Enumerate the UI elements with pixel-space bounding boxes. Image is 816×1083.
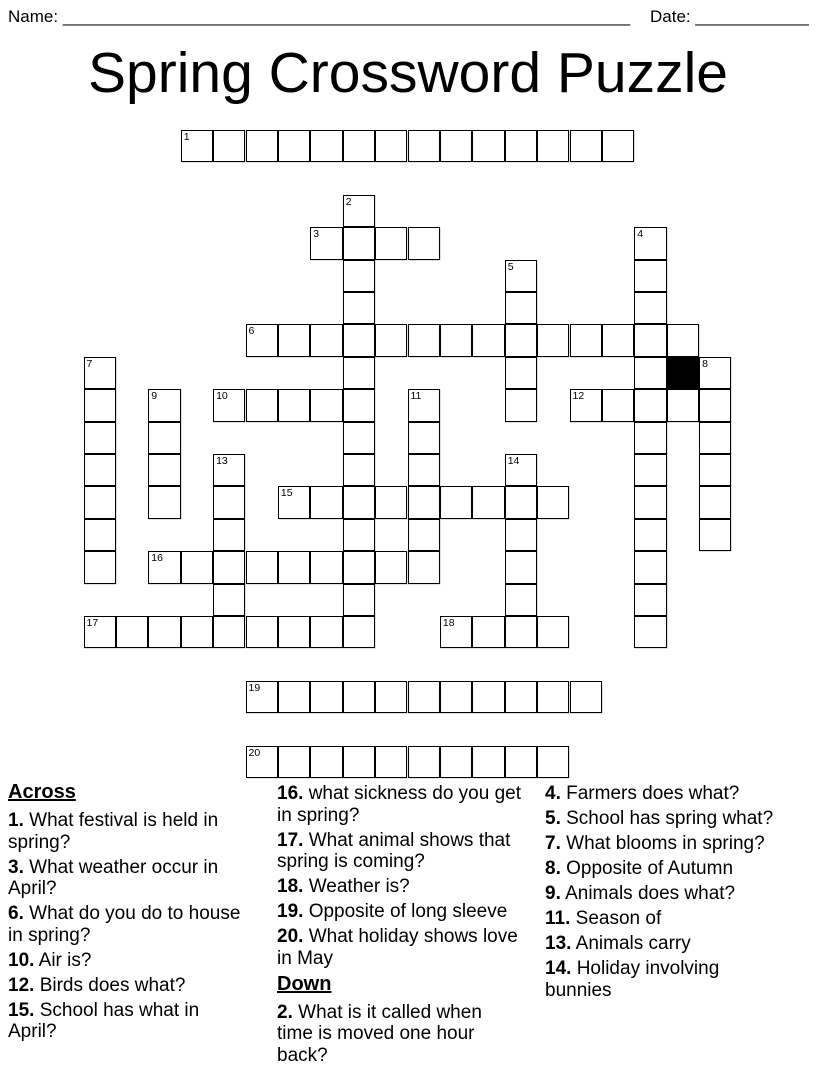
grid-cell[interactable]	[278, 746, 310, 778]
grid-cell[interactable]	[634, 422, 666, 454]
cell-number: 11	[410, 390, 422, 403]
grid-cell[interactable]	[84, 389, 116, 421]
clue-number: 2.	[277, 1001, 293, 1023]
grid-cell[interactable]	[343, 422, 375, 454]
clue-number: 16.	[277, 783, 304, 804]
grid-cell[interactable]	[699, 454, 731, 486]
grid-cell[interactable]	[408, 746, 440, 778]
cell-number: 18	[442, 617, 455, 629]
grid-cell[interactable]	[505, 324, 537, 356]
grid-cell[interactable]	[213, 389, 245, 421]
grid-cell[interactable]	[408, 551, 440, 583]
grid-cell[interactable]	[343, 292, 375, 324]
grid-cell[interactable]	[375, 746, 407, 778]
grid-cell[interactable]	[537, 324, 569, 356]
name-field	[8, 7, 630, 27]
clue-number: 13.	[545, 933, 572, 954]
clue-number: 5.	[545, 808, 561, 829]
grid-cell[interactable]	[699, 389, 731, 421]
clue: 4. Farmers does what?	[545, 783, 740, 804]
grid-cell[interactable]	[440, 324, 472, 356]
grid-cell[interactable]	[343, 519, 375, 551]
grid-cell[interactable]	[440, 681, 472, 713]
grid-cell[interactable]	[246, 324, 278, 356]
grid-cell[interactable]	[343, 195, 375, 227]
cell-number: 10	[216, 390, 228, 403]
grid-cell[interactable]	[634, 292, 666, 324]
date-field	[650, 7, 809, 27]
clue-number: 3.	[8, 856, 24, 878]
grid-cell[interactable]	[408, 681, 440, 713]
grid-cell[interactable]	[667, 389, 699, 421]
cell-number: 19	[248, 681, 261, 694]
grid-cell[interactable]	[278, 681, 310, 713]
grid-cell[interactable]	[84, 616, 116, 648]
cell-number: 20	[248, 746, 261, 759]
grid-cell[interactable]	[278, 551, 310, 583]
grid-cell[interactable]	[213, 486, 245, 518]
clue-number: 8.	[545, 858, 561, 879]
cell-number: 14	[507, 455, 520, 467]
clue: 10. Air is?	[8, 949, 92, 971]
grid-cell[interactable]	[213, 454, 245, 486]
grid-cell[interactable]	[310, 389, 342, 421]
grid-cell[interactable]	[472, 616, 504, 648]
grid-cell[interactable]	[408, 130, 440, 162]
grid-cell[interactable]	[343, 454, 375, 486]
grid-cell[interactable]	[505, 357, 537, 389]
grid-cell[interactable]	[408, 227, 440, 259]
cell-number: 12	[572, 390, 585, 403]
grid-cell[interactable]	[699, 422, 731, 454]
clue-number: 1.	[8, 810, 24, 831]
grid-cell[interactable]	[375, 551, 407, 583]
grid-cell[interactable]	[440, 746, 472, 778]
grid-cell[interactable]	[310, 746, 342, 778]
clue-number: 18.	[277, 876, 304, 897]
grid-cell[interactable]	[278, 130, 310, 162]
grid-cell[interactable]	[84, 519, 116, 551]
grid-cell[interactable]	[375, 227, 407, 259]
grid-cell[interactable]	[505, 292, 537, 324]
grid-cell[interactable]	[84, 486, 116, 518]
grid-cell[interactable]	[278, 486, 310, 518]
grid-cell[interactable]	[213, 519, 245, 551]
grid-cell[interactable]	[116, 616, 148, 648]
clue-column-2	[277, 783, 523, 1070]
clue-number: 6.	[8, 903, 24, 924]
clue-number: 7.	[545, 833, 561, 854]
grid-cell[interactable]	[537, 681, 569, 713]
clue: 2. What is it called when time is moved one hour back?	[277, 1001, 482, 1066]
grid-cell[interactable]	[570, 389, 602, 421]
grid-cell[interactable]	[408, 486, 440, 518]
grid-cell[interactable]	[505, 260, 537, 292]
grid-cell[interactable]	[602, 130, 634, 162]
grid-cell[interactable]	[505, 551, 537, 583]
grid-cell[interactable]	[84, 551, 116, 583]
grid-cell[interactable]	[505, 746, 537, 778]
grid-cell[interactable]	[213, 616, 245, 648]
clue-list-heading: Down	[277, 972, 332, 995]
clue: 14. Holiday involving bunnies	[545, 958, 720, 1001]
grid-cell[interactable]	[148, 454, 180, 486]
cell-number: 2	[345, 195, 352, 208]
clue: 8. Opposite of Autumn	[545, 858, 734, 879]
clue: 7. What blooms in spring?	[545, 833, 765, 854]
grid-cell[interactable]	[343, 681, 375, 713]
black-cell	[667, 357, 699, 389]
grid-cell[interactable]	[440, 486, 472, 518]
clue: 5. School has spring what?	[545, 808, 774, 829]
grid-cell[interactable]	[310, 486, 342, 518]
clue: 6. What do you do to house in spring?	[8, 903, 241, 946]
cell-number: 15	[280, 487, 293, 500]
crossword-grid	[84, 130, 732, 778]
grid-cell[interactable]	[440, 130, 472, 162]
grid-cell[interactable]	[505, 389, 537, 421]
grid-cell[interactable]	[472, 681, 504, 713]
grid-cell[interactable]	[440, 616, 472, 648]
clue: 18. Weather is?	[277, 876, 410, 897]
grid-cell[interactable]	[375, 324, 407, 356]
grid-cell[interactable]	[602, 389, 634, 421]
grid-cell[interactable]	[537, 616, 569, 648]
grid-cell[interactable]	[570, 324, 602, 356]
grid-cell[interactable]	[310, 227, 342, 259]
grid-cell[interactable]	[375, 486, 407, 518]
grid-cell[interactable]	[570, 130, 602, 162]
grid-cell[interactable]	[84, 454, 116, 486]
grid-cell[interactable]	[148, 551, 180, 583]
grid-cell[interactable]	[310, 551, 342, 583]
grid-cell[interactable]	[213, 551, 245, 583]
grid-cell[interactable]	[472, 324, 504, 356]
clue: 1. What festival is held in spring?	[8, 810, 219, 853]
cell-number: 4	[637, 228, 644, 241]
page-title: Spring Crossword Puzzle	[88, 41, 728, 105]
grid-cell[interactable]	[570, 681, 602, 713]
grid-cell[interactable]	[408, 324, 440, 356]
grid-cell[interactable]	[181, 616, 213, 648]
grid-cell[interactable]	[408, 519, 440, 551]
grid-cell[interactable]	[343, 324, 375, 356]
grid-cell[interactable]	[634, 519, 666, 551]
grid-cell[interactable]	[213, 584, 245, 616]
clue-number: 20.	[277, 926, 304, 947]
grid-cell[interactable]	[634, 486, 666, 518]
clue-column-3	[545, 783, 778, 1005]
grid-cell[interactable]	[343, 746, 375, 778]
grid-cell[interactable]	[343, 551, 375, 583]
grid-cell[interactable]	[246, 551, 278, 583]
grid-cell[interactable]	[634, 616, 666, 648]
grid-cell[interactable]	[246, 746, 278, 778]
grid-cell[interactable]	[375, 130, 407, 162]
clue-list-heading: Across	[8, 781, 76, 803]
grid-cell[interactable]	[343, 584, 375, 616]
grid-cell[interactable]	[181, 551, 213, 583]
grid-cell[interactable]	[375, 681, 407, 713]
grid-cell[interactable]	[634, 324, 666, 356]
grid-cell[interactable]	[213, 130, 245, 162]
name-label: Name:	[8, 7, 59, 26]
grid-cell[interactable]	[343, 130, 375, 162]
grid-cell[interactable]	[343, 260, 375, 292]
grid-cell[interactable]	[84, 422, 116, 454]
clue: 16. what sickness do you get in spring?	[277, 783, 521, 826]
grid-cell[interactable]	[148, 486, 180, 518]
grid-cell[interactable]	[505, 486, 537, 518]
grid-cell[interactable]	[310, 130, 342, 162]
grid-cell[interactable]	[699, 519, 731, 551]
cell-number: 3	[313, 228, 320, 241]
grid-cell[interactable]	[310, 616, 342, 648]
grid-cell[interactable]	[472, 746, 504, 778]
grid-cell[interactable]	[634, 227, 666, 259]
cell-number: 16	[151, 552, 163, 565]
grid-cell[interactable]	[246, 389, 278, 421]
clue: 15. School has what in April?	[8, 999, 200, 1042]
grid-cell[interactable]	[634, 357, 666, 389]
grid-cell[interactable]	[505, 130, 537, 162]
clue: 13. Animals carry	[545, 933, 691, 954]
clue-number: 14.	[545, 958, 572, 979]
grid-cell[interactable]	[505, 584, 537, 616]
cell-number: 7	[86, 357, 93, 370]
grid-cell[interactable]	[343, 616, 375, 648]
grid-cell[interactable]	[505, 616, 537, 648]
grid-cell[interactable]	[343, 357, 375, 389]
clue-number: 4.	[545, 783, 561, 804]
grid-cell[interactable]	[699, 486, 731, 518]
grid-cell[interactable]	[246, 616, 278, 648]
grid-cell[interactable]	[667, 324, 699, 356]
clue-number: 11.	[545, 908, 571, 929]
clue: 12. Birds does what?	[8, 974, 186, 996]
cell-number: 5	[507, 260, 514, 273]
cell-number: 1	[183, 131, 190, 143]
clue-number: 9.	[545, 883, 561, 904]
grid-cell[interactable]	[537, 130, 569, 162]
grid-cell[interactable]	[310, 681, 342, 713]
clue: 17. What animal shows that spring is coming?	[277, 829, 511, 872]
grid-cell[interactable]	[278, 389, 310, 421]
grid-cell[interactable]	[472, 486, 504, 518]
clue-number: 10.	[8, 949, 35, 971]
grid-cell[interactable]	[634, 551, 666, 583]
grid-cell[interactable]	[634, 389, 666, 421]
grid-cell[interactable]	[278, 324, 310, 356]
grid-cell[interactable]	[343, 389, 375, 421]
date-label: Date:	[650, 7, 691, 26]
grid-cell[interactable]	[472, 130, 504, 162]
clue-number: 12.	[8, 974, 35, 996]
grid-cell[interactable]	[634, 260, 666, 292]
grid-cell[interactable]	[246, 130, 278, 162]
grid-cell[interactable]	[634, 584, 666, 616]
grid-cell[interactable]	[537, 486, 569, 518]
grid-cell[interactable]	[505, 519, 537, 551]
clue-number: 17.	[277, 829, 304, 851]
grid-cell[interactable]	[602, 324, 634, 356]
clue: 9. Animals does what?	[545, 883, 736, 904]
grid-cell[interactable]	[246, 681, 278, 713]
grid-cell[interactable]	[408, 454, 440, 486]
grid-cell[interactable]	[408, 389, 440, 421]
cell-number: 17	[86, 617, 99, 629]
clue-number: 19.	[277, 901, 304, 922]
grid-cell[interactable]	[148, 389, 180, 421]
grid-cell[interactable]	[148, 616, 180, 648]
grid-cell[interactable]	[310, 324, 342, 356]
grid-cell[interactable]	[181, 130, 213, 162]
grid-cell[interactable]	[699, 357, 731, 389]
grid-cell[interactable]	[84, 357, 116, 389]
grid-cell[interactable]	[148, 422, 180, 454]
cell-number: 13	[216, 455, 228, 467]
grid-cell[interactable]	[505, 681, 537, 713]
grid-cell[interactable]	[343, 227, 375, 259]
clue: 19. Opposite of long sleeve	[277, 901, 508, 922]
clue-column-1	[8, 781, 242, 1046]
date-blank-line[interactable]: ____________	[695, 7, 809, 26]
grid-cell[interactable]	[408, 422, 440, 454]
grid-cell[interactable]	[343, 486, 375, 518]
clue-number: 15.	[8, 999, 35, 1021]
name-blank-line[interactable]: ____________________________________________________________	[62, 7, 631, 26]
grid-cell[interactable]	[634, 454, 666, 486]
clue: 11. Season of	[545, 908, 662, 929]
grid-cell[interactable]	[537, 746, 569, 778]
cell-number: 6	[248, 325, 255, 338]
clue: 20. What holiday shows love in May	[277, 926, 518, 969]
cell-number: 9	[151, 390, 158, 403]
clue: 3. What weather occur in April?	[8, 856, 219, 899]
grid-cell[interactable]	[505, 454, 537, 486]
cell-number: 8	[702, 357, 708, 370]
grid-cell[interactable]	[278, 616, 310, 648]
